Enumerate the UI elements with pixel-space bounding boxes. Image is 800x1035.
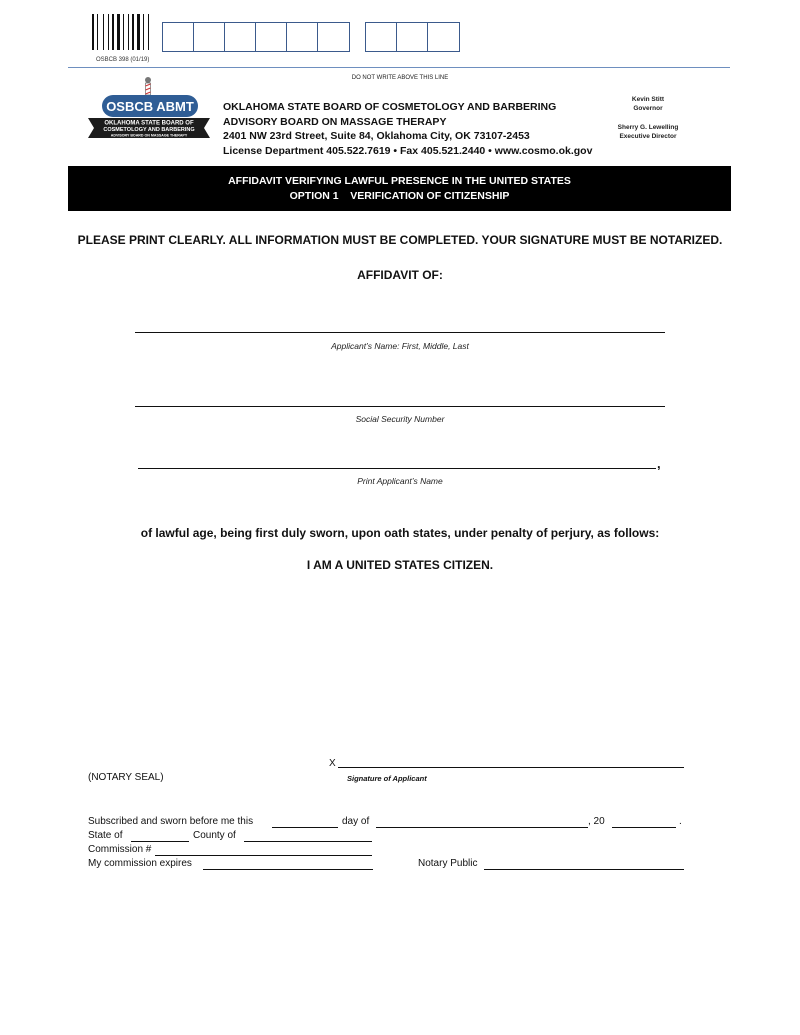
commission-expires-label: My commission expires [88,858,192,869]
signature-caption: Signature of Applicant [347,774,427,783]
barcode-bar [92,14,94,50]
state-field[interactable] [131,841,189,842]
commission-expires-field[interactable] [203,869,373,870]
form-code: OSBCB 398 (01/19) [96,57,150,63]
office-box [397,23,428,51]
year-field[interactable] [612,827,676,828]
barcode-bar [117,14,120,50]
day-field[interactable] [272,827,338,828]
top-rule [68,67,730,68]
barcode-bar [115,14,116,50]
do-not-write-note: DO NOT WRITE ABOVE THIS LINE [351,75,449,81]
applicant-name-field[interactable] [135,332,665,333]
form-option: OPTION 1 VERIFICATION OF CITIZENSHIP [289,190,510,202]
print-name-comma: , [657,456,661,471]
notary-public-signature-field[interactable] [484,869,684,870]
barcode-bar [143,14,144,50]
commission-number-field[interactable] [155,855,372,856]
director-title: Executive Director [619,133,677,140]
logo-title: OSBCB ABMT [106,99,194,114]
barcode [92,14,150,50]
barcode-bar [95,14,96,50]
county-of-label: County of [193,830,236,841]
office-box [225,23,256,51]
month-field[interactable] [376,827,588,828]
barcode-bar [125,14,127,50]
office-box [428,23,459,51]
officials [603,95,693,141]
state-of-label: State of [88,830,123,841]
applicant-name-caption: Applicant’s Name: First, Middle, Last [331,341,469,351]
notary-seal-label: (NOTARY SEAL) [88,772,164,783]
period-mark: . [679,816,682,827]
board-contact: License Department 405.522.7619 • Fax 405.521.2440 • www.cosmo.ok.gov [223,144,593,157]
office-use-boxes-1 [162,22,350,52]
office-box [163,23,194,51]
board-info [223,100,592,158]
office-use-boxes-2 [365,22,460,52]
governor-title: Governor [633,105,663,112]
barcode-bar [97,14,98,50]
instructions: PLEASE PRINT CLEARLY. ALL INFORMATION MUST BE COMPLETED. YOUR SIGNATURE MUST BE NOTARIZED. [77,233,723,247]
svg-text:ADVISORY BOARD ON MASSAGE THER: ADVISORY BOARD ON MASSAGE THERAPY [110,133,188,138]
barcode-bar [135,14,136,50]
barcode-bar [148,14,149,50]
print-name-caption: Print Applicant’s Name [357,476,443,486]
barcode-bar [145,14,147,50]
barcode-bar [112,14,114,50]
barcode-bar [132,14,134,50]
signature-x-mark: X [329,758,336,769]
citizen-statement: I AM A UNITED STATES CITIZEN. [306,558,494,572]
year-prefix-label: , 20 [588,816,605,827]
director-name: Sherry G. Lewelling [617,124,679,131]
barcode-bar [110,14,111,50]
commission-number-label: Commission # [88,844,152,855]
ssn-caption: Social Security Number [355,414,445,424]
svg-text:COSMETOLOGY AND BARBERING: COSMETOLOGY AND BARBERING [103,127,195,133]
board-name: OKLAHOMA STATE BOARD OF COSMETOLOGY AND BARBERING [223,101,557,113]
print-name-field[interactable] [138,468,656,469]
barcode-bar [121,14,122,50]
board-address: 2401 NW 23rd Street, Suite 84, Oklahoma City, OK 73107-2453 [223,130,530,142]
office-box [256,23,287,51]
barcode-bar [103,14,104,50]
barcode-bar [141,14,142,50]
county-field[interactable] [244,841,372,842]
subscribed-label: Subscribed and sworn before me this [88,816,254,827]
barcode-bar [108,14,109,50]
svg-text:OKLAHOMA STATE BOARD OF: OKLAHOMA STATE BOARD OF [104,120,194,127]
form-title: AFFIDAVIT VERIFYING LAWFUL PRESENCE IN THE UNITED STATES [228,175,571,187]
office-box [366,23,397,51]
barcode-bar [128,14,129,50]
barcode-bar [105,14,107,50]
board-subname: ADVISORY BOARD ON MASSAGE THERAPY [223,115,447,128]
signature-field[interactable] [338,767,684,768]
day-of-label: day of [342,816,370,827]
notary-public-label: Notary Public [418,858,478,869]
office-box [287,23,318,51]
governor-name: Kevin Stitt [631,96,665,103]
office-box [318,23,349,51]
office-box [194,23,225,51]
form-title-banner [68,166,731,211]
barcode-bar [137,14,140,50]
barcode-bar [130,14,131,50]
osbcb-abmt-logo [86,76,212,146]
barcode-bar [99,14,102,50]
affidavit-of-heading: AFFIDAVIT OF: [357,268,443,282]
barcode-bar [123,14,124,50]
lawful-age-statement: of lawful age, being first duly sworn, upon oath states, under penalty of perjury, as follows: [140,526,660,540]
ssn-field[interactable] [135,406,665,407]
